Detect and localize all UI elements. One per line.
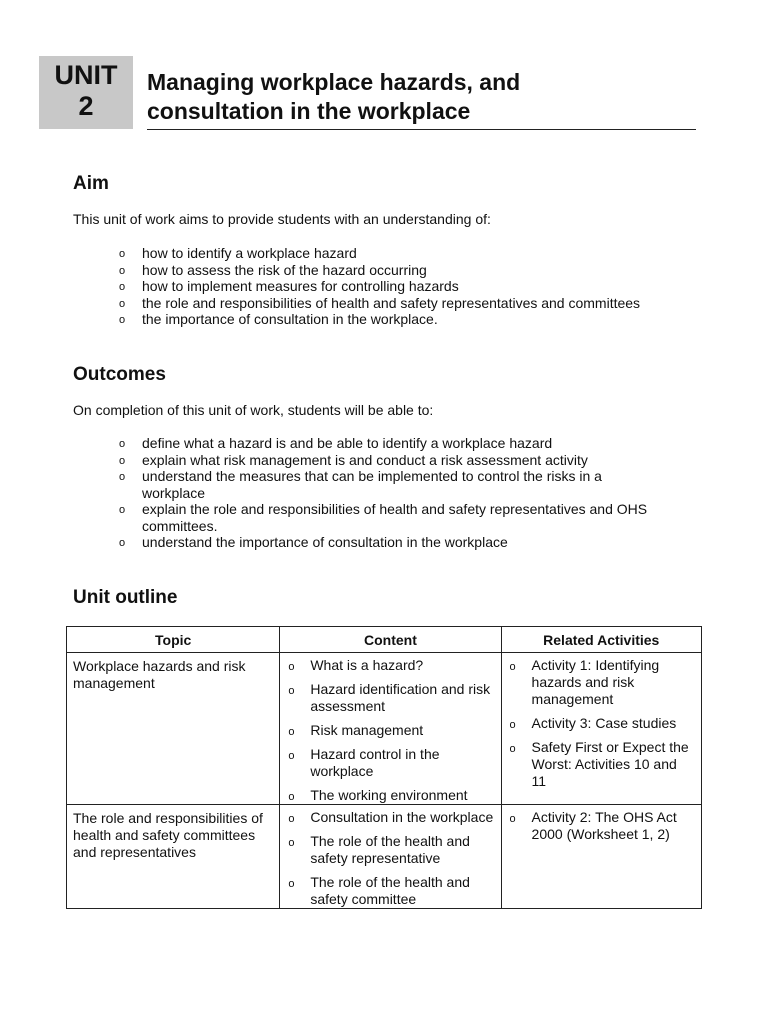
table-header-row [67,627,702,653]
activity-item: o Activity 2: The OHS Act 2000 (Worksheet 1, 2) [508,809,695,843]
content-item: o The working environment [286,787,494,804]
outcomes-list-item: o understand the importance of consultation in the workplace [118,534,663,551]
topic-cell: Workplace hazards and risk management [67,653,280,805]
activities-cell [501,653,701,805]
activity-item: o Activity 3: Case studies [508,715,695,732]
column-header-content: Content [280,627,501,653]
aim-intro: This unit of work aims to provide students with an understanding of: [73,211,491,227]
unit-label: UNIT [54,60,118,90]
page-title-line-1: Managing workplace hazards, and [147,69,521,95]
outcomes-list-item: o explain what risk management is and conduct a risk assessment activity [118,452,663,469]
column-header-topic: Topic [67,627,280,653]
aim-list-item: o the importance of consultation in the workplace. [118,311,708,328]
content-item: o Hazard identification and risk assessment [286,681,494,715]
outcomes-intro: On completion of this unit of work, students will be able to: [73,402,434,418]
page-title-line-2: consultation in the workplace [147,98,471,124]
content-item: o The role of the health and safety representative [286,833,494,867]
outcomes-list-item: o define what a hazard is and be able to identify a workplace hazard [118,435,663,452]
aim-list-item: o how to implement measures for controlling hazards [118,278,708,295]
outcomes-heading: Outcomes [73,364,166,385]
aim-list-item: o how to identify a workplace hazard [118,245,708,262]
aim-heading: Aim [73,173,109,194]
content-item: o Consultation in the workplace [286,809,494,826]
activity-item: o Safety First or Expect the Worst: Activities 10 and 11 [508,739,695,790]
content-item: o Risk management [286,722,494,739]
activities-cell [501,805,701,909]
outcomes-list [118,435,663,551]
content-item: o What is a hazard? [286,657,494,674]
aim-list-item: o the role and responsibilities of health and safety representatives and committees [118,295,708,312]
outcomes-list-item: o explain the role and responsibilities of health and safety representatives and OHS committees. [118,501,663,534]
column-header-related-activities: Related Activities [501,627,701,653]
outline-heading: Unit outline [73,587,178,608]
unit-badge [39,56,133,129]
activity-item: o Activity 1: Identifying hazards and risk management [508,657,695,708]
topic-cell: The role and responsibilities of health and safety committees and representatives [67,805,280,909]
table-row [67,805,702,909]
aim-list [118,245,708,328]
page-title [147,68,696,130]
table-row [67,653,702,805]
content-item: o Hazard control in the workplace [286,746,494,780]
unit-outline-table [66,626,702,909]
content-item: o The role of the health and safety committee [286,874,494,908]
aim-list-item: o how to assess the risk of the hazard occurring [118,262,708,279]
content-cell [280,805,501,909]
unit-number: 2 [78,91,94,121]
outcomes-list-item: o understand the measures that can be implemented to control the risks in a workplace [118,468,663,501]
content-cell [280,653,501,805]
